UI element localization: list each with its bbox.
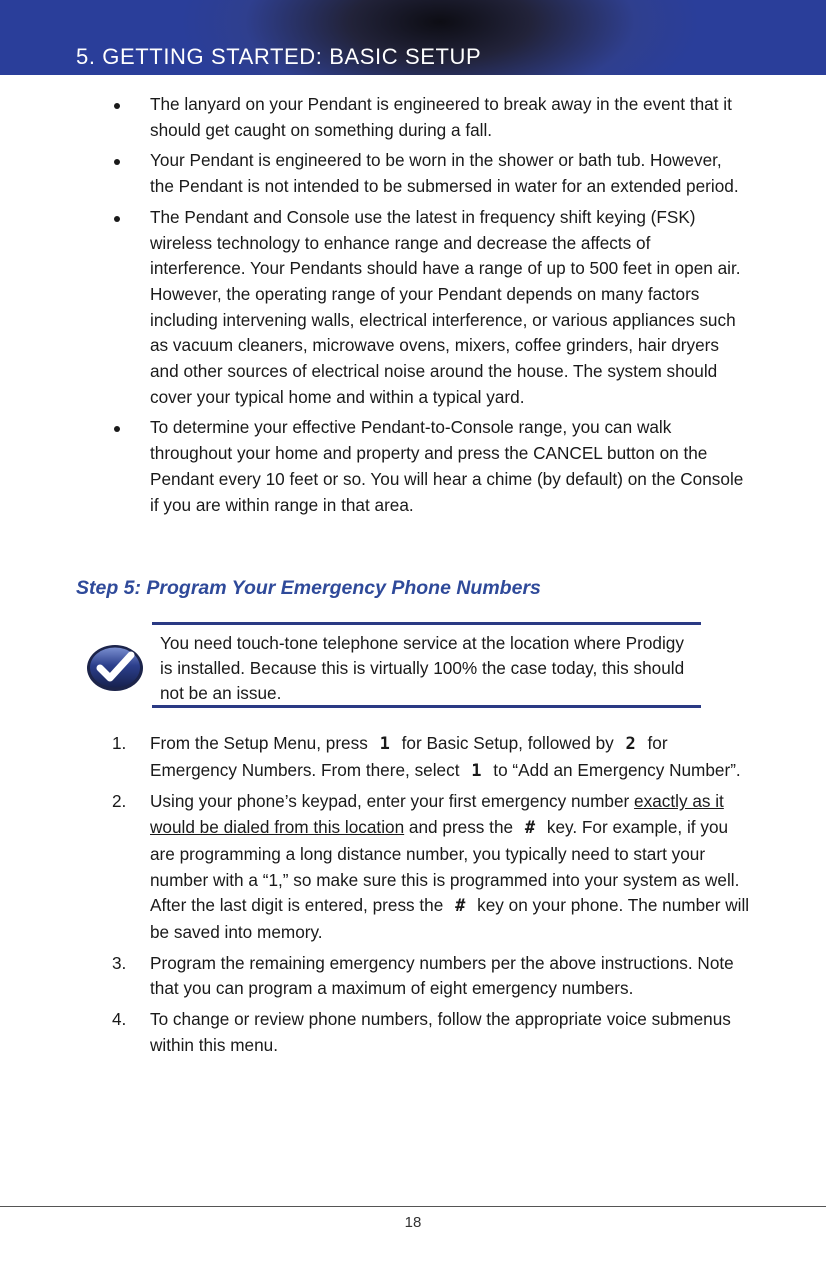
step-number: 3. xyxy=(112,952,127,973)
bullet-icon xyxy=(114,216,120,222)
keypad-key: # xyxy=(455,896,466,917)
list-item xyxy=(0,92,826,143)
section-title: 5. GETTING STARTED: BASIC SETUP xyxy=(76,44,482,69)
keypad-key: 1 xyxy=(471,760,482,781)
step-heading: Step 5: Program Your Emergency Phone Numbers xyxy=(76,577,541,599)
step-text: Program the remaining emergency numbers per the above instructions. Note that you can program a maximum of eight emergency numbers. xyxy=(150,952,734,999)
step-text: From the Setup Menu, press 1 for Basic Setup, followed by 2 for Emergency Numbers. From there, select 1 to “Add an Emergency Number”. xyxy=(150,733,741,781)
bullet-text: The lanyard on your Pendant is engineered to break away in the event that it should get caught on something during a fall. xyxy=(150,94,732,140)
note-box xyxy=(152,622,701,708)
checkmark-icon xyxy=(86,643,144,693)
list-item xyxy=(0,148,826,199)
numbered-steps xyxy=(0,731,826,1063)
list-item xyxy=(0,951,826,1002)
bullet-text: To determine your effective Pendant-to-Console range, you can walk throughout your home and property and press the CANCEL button on the Pendant every 10 feet or so. You will hear a chime (by default) on the Console if you are within range in that area. xyxy=(150,417,744,515)
keypad-key: 2 xyxy=(625,734,636,754)
list-item xyxy=(0,205,826,411)
step-number: 1. xyxy=(112,733,127,753)
list-item xyxy=(0,1007,826,1058)
step-number: 2. xyxy=(112,791,127,812)
bullet-icon xyxy=(114,426,120,432)
step-text: To change or review phone numbers, follow the appropriate voice submenus within this menu. xyxy=(150,1009,731,1055)
note-text: You need touch-tone telephone service at the location where Prodigy is installed. Because this is virtually 100% the case today, this should not be an issue. xyxy=(160,633,685,703)
bullet-list xyxy=(0,92,826,523)
step-number: 4. xyxy=(112,1009,127,1030)
keypad-key: 1 xyxy=(379,734,390,754)
page-number: 18 xyxy=(404,1214,422,1231)
keypad-key: # xyxy=(524,818,536,839)
bullet-text: The Pendant and Console use the latest in frequency shift keying (FSK) wireless technology to enhance range and decrease the affects of interference. Your Pendants should have a range of up to 500 feet in open air. However, the operating range of your Pendant depends on many factors including intervening walls, electrical interference, or various appliances such as vacuum cleaners, microwave ovens, mixers, coffee grinders, hair dryers and other sources of electrical noise around the house. The system should cover your typical home and within a typical yard. xyxy=(150,206,741,407)
bullet-text: Your Pendant is engineered to be worn in the shower or bath tub. However, the Pendant is not intended to be submersed in water for an extended period. xyxy=(150,150,739,197)
bullet-icon xyxy=(114,103,120,109)
emphasis-underline: exactly as it would be dialed from this location xyxy=(150,791,724,838)
list-item xyxy=(0,789,826,945)
list-item xyxy=(0,731,826,784)
footer-divider xyxy=(0,1206,826,1207)
bullet-icon xyxy=(114,159,120,165)
header-band xyxy=(0,0,826,75)
list-item xyxy=(0,415,826,518)
step-text: Using your phone’s keypad, enter your first emergency number exactly as it would be dialed from this location and press the # key. For example, if you are programming a long distance number, you typically need to start your number with a “1,” so make sure this is programmed into your system as well. After the last digit is entered, press the # key on your phone. The number will be saved into memory. xyxy=(150,791,750,942)
